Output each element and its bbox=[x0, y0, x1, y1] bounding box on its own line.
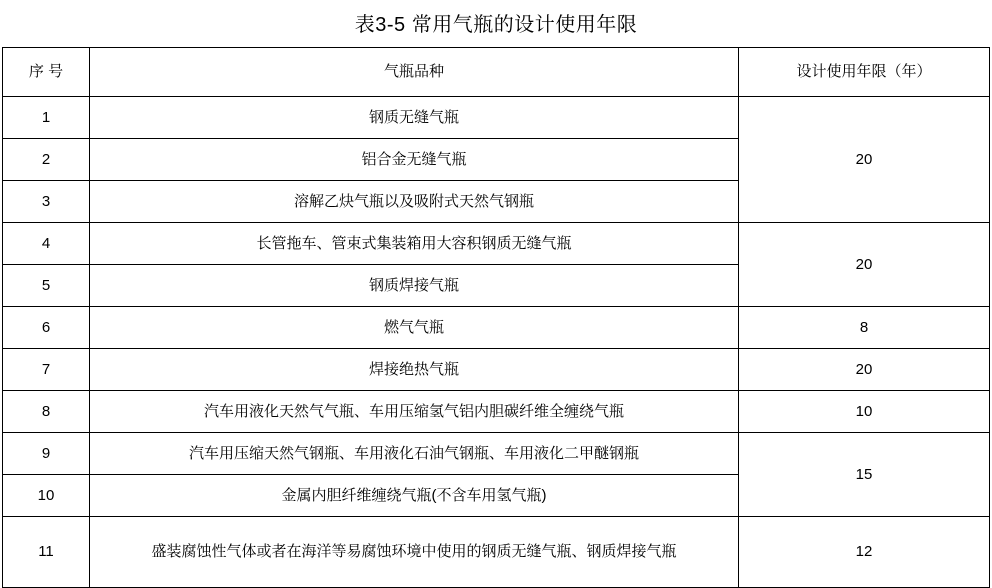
cell-years: 10 bbox=[739, 391, 990, 433]
cell-years: 20 bbox=[739, 349, 990, 391]
gas-cylinder-design-life-table bbox=[2, 47, 990, 588]
cell-kind: 焊接绝热气瓶 bbox=[90, 349, 739, 391]
cell-kind: 溶解乙炔气瓶以及吸附式天然气钢瓶 bbox=[90, 181, 739, 223]
page-title: 表3-5 常用气瓶的设计使用年限 bbox=[354, 14, 638, 36]
cell-no: 2 bbox=[3, 139, 90, 181]
cell-kind: 燃气气瓶 bbox=[90, 307, 739, 349]
header-cell-years: 设计使用年限（年） bbox=[739, 48, 990, 97]
table-row bbox=[3, 223, 990, 265]
cell-no: 10 bbox=[3, 475, 90, 517]
cell-kind: 钢质焊接气瓶 bbox=[90, 265, 739, 307]
cell-no: 11 bbox=[3, 517, 90, 588]
cell-kind: 长管拖车、管束式集装箱用大容积钢质无缝气瓶 bbox=[90, 223, 739, 265]
table-row bbox=[3, 433, 990, 475]
cell-kind: 铝合金无缝气瓶 bbox=[90, 139, 739, 181]
cell-no: 7 bbox=[3, 349, 90, 391]
table-row bbox=[3, 517, 990, 588]
cell-no: 4 bbox=[3, 223, 90, 265]
cell-years: 20 bbox=[739, 223, 990, 307]
cell-no: 1 bbox=[3, 97, 90, 139]
header-cell-no: 序 号 bbox=[3, 48, 90, 97]
cell-no: 9 bbox=[3, 433, 90, 475]
table-row bbox=[3, 307, 990, 349]
cell-kind: 钢质无缝气瓶 bbox=[90, 97, 739, 139]
cell-kind: 汽车用液化天然气气瓶、车用压缩氢气铝内胆碳纤维全缠绕气瓶 bbox=[90, 391, 739, 433]
cell-years: 8 bbox=[739, 307, 990, 349]
header-cell-kind: 气瓶品种 bbox=[90, 48, 739, 97]
cell-years: 15 bbox=[739, 433, 990, 517]
cell-no: 6 bbox=[3, 307, 90, 349]
cell-no: 5 bbox=[3, 265, 90, 307]
cell-no: 3 bbox=[3, 181, 90, 223]
table-row bbox=[3, 349, 990, 391]
cell-years: 20 bbox=[739, 97, 990, 223]
table-row bbox=[3, 97, 990, 139]
cell-kind: 金属内胆纤维缠绕气瓶(不含车用氢气瓶) bbox=[90, 475, 739, 517]
cell-kind: 盛装腐蚀性气体或者在海洋等易腐蚀环境中使用的钢质无缝气瓶、钢质焊接气瓶 bbox=[90, 517, 739, 588]
cell-years: 12 bbox=[739, 517, 990, 588]
table-row bbox=[3, 391, 990, 433]
cell-kind: 汽车用压缩天然气钢瓶、车用液化石油气钢瓶、车用液化二甲醚钢瓶 bbox=[90, 433, 739, 475]
cell-no: 8 bbox=[3, 391, 90, 433]
table-header-row bbox=[3, 48, 990, 97]
